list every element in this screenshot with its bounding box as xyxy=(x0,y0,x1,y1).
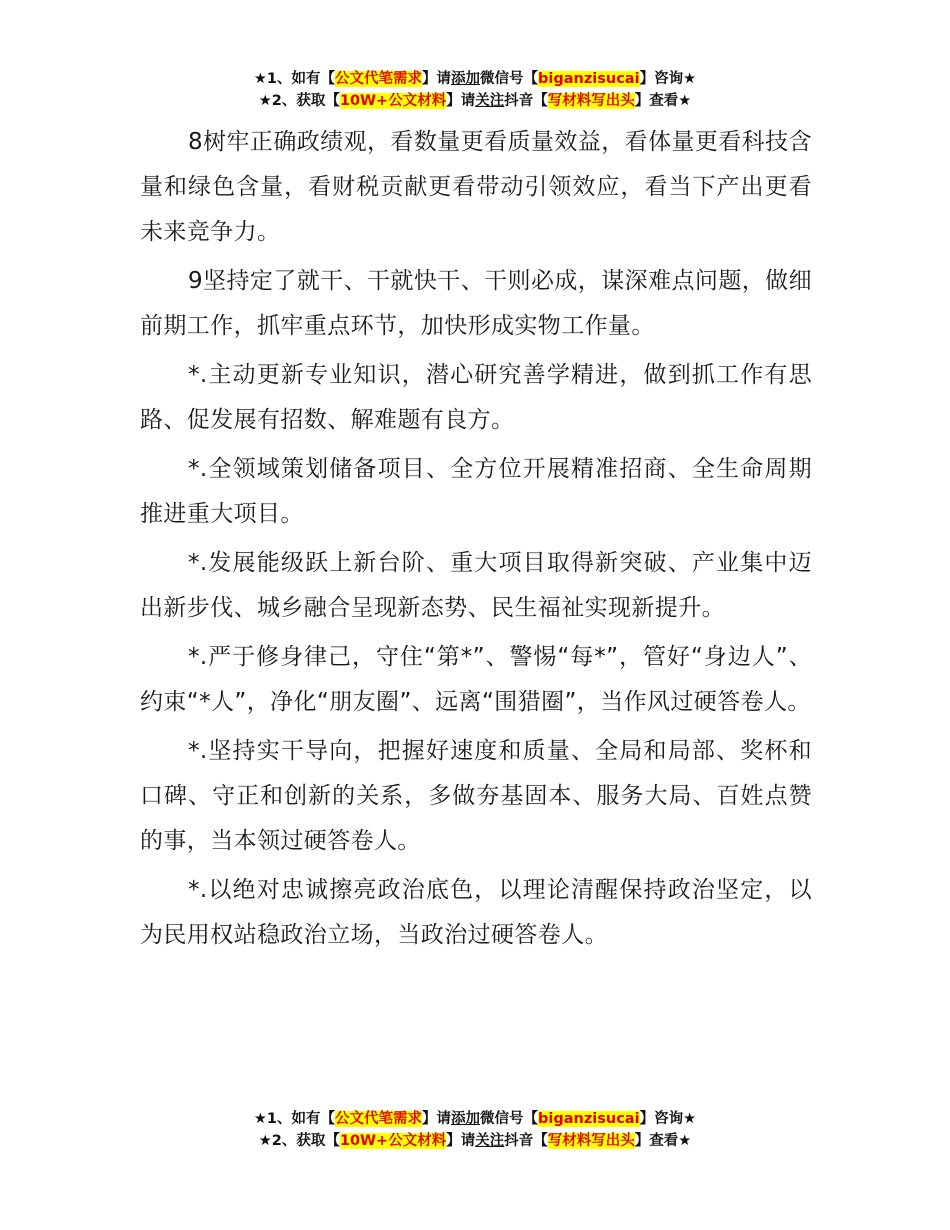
banner-underlined: 关注 xyxy=(475,93,505,109)
banner-text: 】查看★ xyxy=(634,93,692,109)
banner-text: 抖音【 xyxy=(504,93,548,109)
banner-text: 】请 xyxy=(446,93,476,109)
banner-text: 】查看★ xyxy=(634,1133,692,1149)
banner-highlight: 公文代笔需求 xyxy=(335,71,423,87)
banner-line-2 xyxy=(0,90,950,112)
banner-text: 】咨询★ xyxy=(639,71,697,87)
paragraph: 9坚持定了就干、干就快干、干则必成，谋深难点问题，做细前期工作，抓牢重点环节，加快形成实物工作量。 xyxy=(140,268,812,339)
banner-douyin-id: 写材料写出头 xyxy=(547,93,635,109)
banner-text: ★2、获取【 xyxy=(258,93,340,109)
banner-text: 】请 xyxy=(422,1111,452,1127)
banner-highlight: 公文代笔需求 xyxy=(335,1111,423,1127)
banner-line-1 xyxy=(0,1108,950,1130)
paragraph: *.全领域策划储备项目、全方位开展精准招商、全生命周期推进重大项目。 xyxy=(140,456,812,527)
paragraph: *.坚持实干导向，把握好速度和质量、全局和局部、奖杯和口碑、守正和创新的关系，多做夯基固本、服务大局、百姓点赞的事，当本领过硬答卷人。 xyxy=(140,738,812,854)
banner-text: ★1、如有【 xyxy=(253,71,336,87)
paragraph: *.严于修身律己，守住“第*”、警惕“每*”，管好“身边人”、约束“*人”，净化“朋友圈”、远离“围猎圈”，当作风过硬答卷人。 xyxy=(140,644,812,715)
banner-text: ★1、如有【 xyxy=(253,1111,336,1127)
banner-highlight: 10W+公文材料 xyxy=(339,1133,447,1149)
paragraph: *.发展能级跃上新台阶、重大项目取得新突破、产业集中迈出新步伐、城乡融合呈现新态势、民生福祉实现新提升。 xyxy=(140,550,812,621)
banner-text: 】请 xyxy=(446,1133,476,1149)
banner-wechat-id: biganzisucai xyxy=(538,1111,640,1127)
banner-text: ★2、获取【 xyxy=(258,1133,340,1149)
banner-underlined: 添加 xyxy=(451,71,481,87)
banner-text: 】咨询★ xyxy=(639,1111,697,1127)
paragraph: *.以绝对忠诚擦亮政治底色，以理论清醒保持政治坚定，以为民用权站稳政治立场，当政治过硬答卷人。 xyxy=(140,877,812,948)
banner-line-2 xyxy=(0,1130,950,1152)
banner-text: 微信号【 xyxy=(480,71,539,87)
header-banner xyxy=(0,68,950,112)
banner-underlined: 添加 xyxy=(451,1111,481,1127)
banner-text: 微信号【 xyxy=(480,1111,539,1127)
banner-douyin-id: 写材料写出头 xyxy=(547,1133,635,1149)
footer-banner xyxy=(0,1108,950,1152)
document-body xyxy=(140,120,812,962)
paragraph: 8树牢正确政绩观，看数量更看质量效益，看体量更看科技含量和绿色含量，看财税贡献更看带动引领效应，看当下产出更看未来竞争力。 xyxy=(140,129,812,245)
banner-underlined: 关注 xyxy=(475,1133,505,1149)
paragraph: *.主动更新专业知识，潜心研究善学精进，做到抓工作有思路、促发展有招数、解难题有良方。 xyxy=(140,362,812,433)
banner-line-1 xyxy=(0,68,950,90)
banner-highlight: 10W+公文材料 xyxy=(339,93,447,109)
banner-text: 】请 xyxy=(422,71,452,87)
banner-wechat-id: biganzisucai xyxy=(538,71,640,87)
banner-text: 抖音【 xyxy=(504,1133,548,1149)
